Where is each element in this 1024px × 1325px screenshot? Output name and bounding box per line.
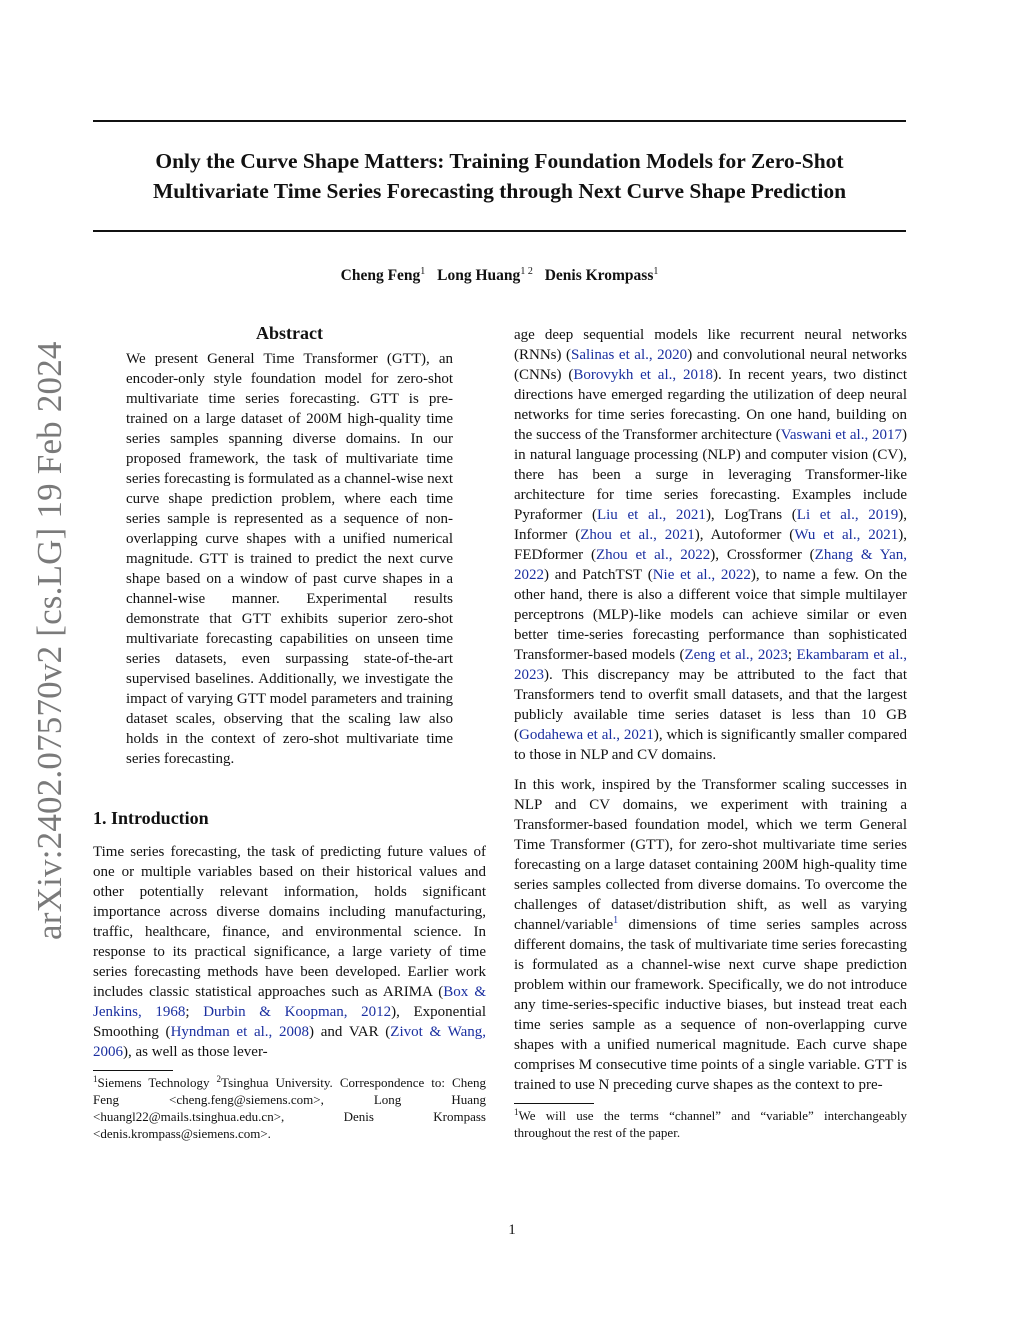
text-run: ), FEDformer ( <box>514 527 907 563</box>
text-run: ) and VAR ( <box>309 1024 391 1040</box>
page-number: 1 <box>508 1222 516 1238</box>
author-affiliation: 1 2 <box>520 266 533 277</box>
footnote-rule <box>93 1070 173 1071</box>
citation-link[interactable]: Salinas et al., 2020 <box>571 347 688 363</box>
citation-link[interactable]: Nie et al., 2022 <box>652 567 751 583</box>
citation-link[interactable]: Zhou et al., 2022 <box>595 547 711 563</box>
text-run: ), Crossformer ( <box>710 547 815 563</box>
introduction-heading: 1. Introduction <box>93 808 209 828</box>
right-paragraph-2 <box>514 775 907 1095</box>
author-name: Denis Krompass <box>544 267 654 284</box>
abstract-body: We present General Time Transformer (GTT), an encoder-only style foundation model for zero-shot multivariate time series forecasting. GTT is pre-trained on a large dataset of 200M high-quality time series samples spanning diverse domains. In our proposed framework, the task of multivariate time series forecasting is formulated as a channel-wise next curve shape prediction problem, where each time series sample is represented as a sequence of non-overlapping curve shapes with a unified numerical magnitude. GTT is trained to predict the next curve shape based on a window of past curve shapes in a channel-wise manner. Experimental results demonstrate that GTT exhibits superior zero-shot multivariate forecasting capabilities on unseen time series datasets, even surpassing state-of-the-art supervised baselines. Additionally, we investigate the impact of varying GTT model parameters and training dataset scales, observing that the scaling law also holds in the context of zero-shot multivariate time series forecasting. <box>126 351 453 767</box>
text-run: ) in natural language processing (NLP) and computer vision (CV), there has been a surge in leveraging Transformer-like architecture for time series forecasting. Examples include Pyraformer ( <box>514 427 907 523</box>
text-run: ), Informer ( <box>514 507 908 543</box>
citation-link[interactable]: Zhang & Yan, 2022 <box>514 547 907 583</box>
author-2 <box>437 267 533 284</box>
paper-title <box>93 146 906 206</box>
title-line-1: Only the Curve Shape Matters: Training Foundation Models for Zero-Shot <box>155 149 844 173</box>
text-run: dimensions of time series samples across different domains, the task of multivariate time series forecasting is formulated as a channel-wise next curve shape prediction problem within our framework. Specifically, we do not introduce any time-series-specific inductive biases, but instead treat each time series sample as a sequence of non-overlapping curve shapes with a unified numerical magnitude. Each curve shape comprises M consecutive time points of a single variable. GTT is trained to use N preceding curve shapes as the context to pre- <box>514 917 907 1093</box>
text-run: ), which is significantly smaller compared to those in NLP and CV domains. <box>514 727 907 763</box>
title-line-2: Multivariate Time Series Forecasting through Next Curve Shape Prediction <box>152 179 847 203</box>
text-run: ). In recent years, two distinct directions have emerged regarding the utilization of deep neural networks for time series forecasting. On one hand, building on the success of the Transformer architecture ( <box>514 367 907 443</box>
citation-link[interactable]: Zhou et al., 2021 <box>580 527 695 543</box>
text-run: ), to name a few. On the other hand, there is also a different voice that simple multilayer perceptrons (MLP)-like models can achieve similar or even better time-series forecasting performance than sophisticated Transformer-based models ( <box>514 567 907 663</box>
citation-link[interactable]: Zivot & Wang, 2006 <box>93 1024 486 1060</box>
author-affiliation: 1 <box>420 266 426 277</box>
citation-link[interactable]: Hyndman et al., 2008 <box>170 1024 310 1040</box>
author-3 <box>545 267 659 284</box>
text-run: ; <box>185 1004 204 1020</box>
text-run: ) and convolutional neural networks (CNNs) ( <box>514 347 907 383</box>
author-list <box>93 266 906 285</box>
footnote-affiliation-1: 1 <box>93 1074 98 1084</box>
author-affiliation: 1 <box>653 266 659 277</box>
citation-link[interactable]: Box & Jenkins, 1968 <box>93 984 486 1020</box>
citation-link[interactable]: Borovykh et al., 2018 <box>573 367 713 383</box>
citation-link[interactable]: Ekambaram et al., 2023 <box>514 647 907 683</box>
author-name: Long Huang <box>437 267 521 284</box>
footnote-text: Siemens Technology <box>97 1075 217 1090</box>
text-run: ; <box>787 647 797 663</box>
right-paragraph-1 <box>514 325 907 765</box>
citation-link[interactable]: Liu et al., 2021 <box>596 507 706 523</box>
text-run: ), as well as those lever- <box>123 1044 268 1060</box>
affiliation-footnote <box>93 1074 486 1142</box>
arxiv-identifier: arXiv:2402.07570v2 [cs.LG] 19 Feb 2024 <box>30 341 69 940</box>
author-1 <box>341 267 426 284</box>
right-column <box>514 325 907 1141</box>
citation-link[interactable]: Li et al., 2019 <box>796 507 899 523</box>
citation-link[interactable]: Zeng et al., 2023 <box>684 647 788 663</box>
citation-link[interactable]: Vaswani et al., 2017 <box>780 427 902 443</box>
text-run: ), Exponential Smoothing ( <box>93 1004 486 1040</box>
terminology-footnote <box>514 1107 907 1141</box>
title-rule-top <box>93 120 906 122</box>
abstract-heading: Abstract <box>256 323 323 343</box>
intro-paragraph-1 <box>93 842 486 1062</box>
footnote-number: 1 <box>514 1107 519 1117</box>
footnote-text: We will use the terms “channel” and “variable” interchangeably throughout the rest of the paper. <box>514 1108 907 1140</box>
citation-link[interactable]: Godahewa et al., 2021 <box>519 727 654 743</box>
title-rule-bottom <box>93 230 906 232</box>
text-run: ), LogTrans ( <box>705 507 797 523</box>
citation-link[interactable]: Wu et al., 2021 <box>794 527 899 543</box>
left-column <box>93 320 486 1142</box>
text-run: ), Autoformer ( <box>694 527 795 543</box>
citation-link[interactable]: Durbin & Koopman, 2012 <box>203 1004 392 1020</box>
text-run: ) and PatchTST ( <box>544 567 653 583</box>
footnote-reference[interactable]: 1 <box>613 915 619 926</box>
footnote-rule <box>514 1103 594 1104</box>
text-run: age deep sequential models like recurrent neural networks (RNNs) ( <box>514 327 907 363</box>
author-name: Cheng Feng <box>340 267 421 284</box>
text-run: ). This discrepancy may be attributed to the fact that Transformers tend to overfit small datasets, and that the largest publicly available time series dataset is less than 10 GB ( <box>514 667 907 743</box>
text-run: In this work, inspired by the Transformer scaling successes in NLP and CV domains, we experiment with training a Transformer-based foundation model, which we term General Time Transformer (GTT), for zero-shot multivariate time series forecasting on a large dataset containing 200M high-quality time series samples collected from diverse domains. To overcome the challenges of dataset/distribution shift, as well as varying channel/variable <box>514 777 907 933</box>
text-run: Time series forecasting, the task of predicting future values of one or multiple variables based on their historical values and other potentially relevant information, holds significant importance across diverse domains including manufacturing, traffic, healthcare, finance, and environmental science. In response to its practical significance, a large variety of time series forecasting methods have been developed. Earlier work includes classic statistical approaches such as ARIMA ( <box>93 844 486 1000</box>
footnote-text: Tsinghua University. Correspondence to: Cheng Feng <cheng.feng@siemens.com>, Long Huang <huangl22@mails.tsinghua.edu.cn>, Denis Krompass <denis.krompass@siemens.com>. <box>93 1075 486 1141</box>
footnote-affiliation-2: 2 <box>216 1074 222 1084</box>
